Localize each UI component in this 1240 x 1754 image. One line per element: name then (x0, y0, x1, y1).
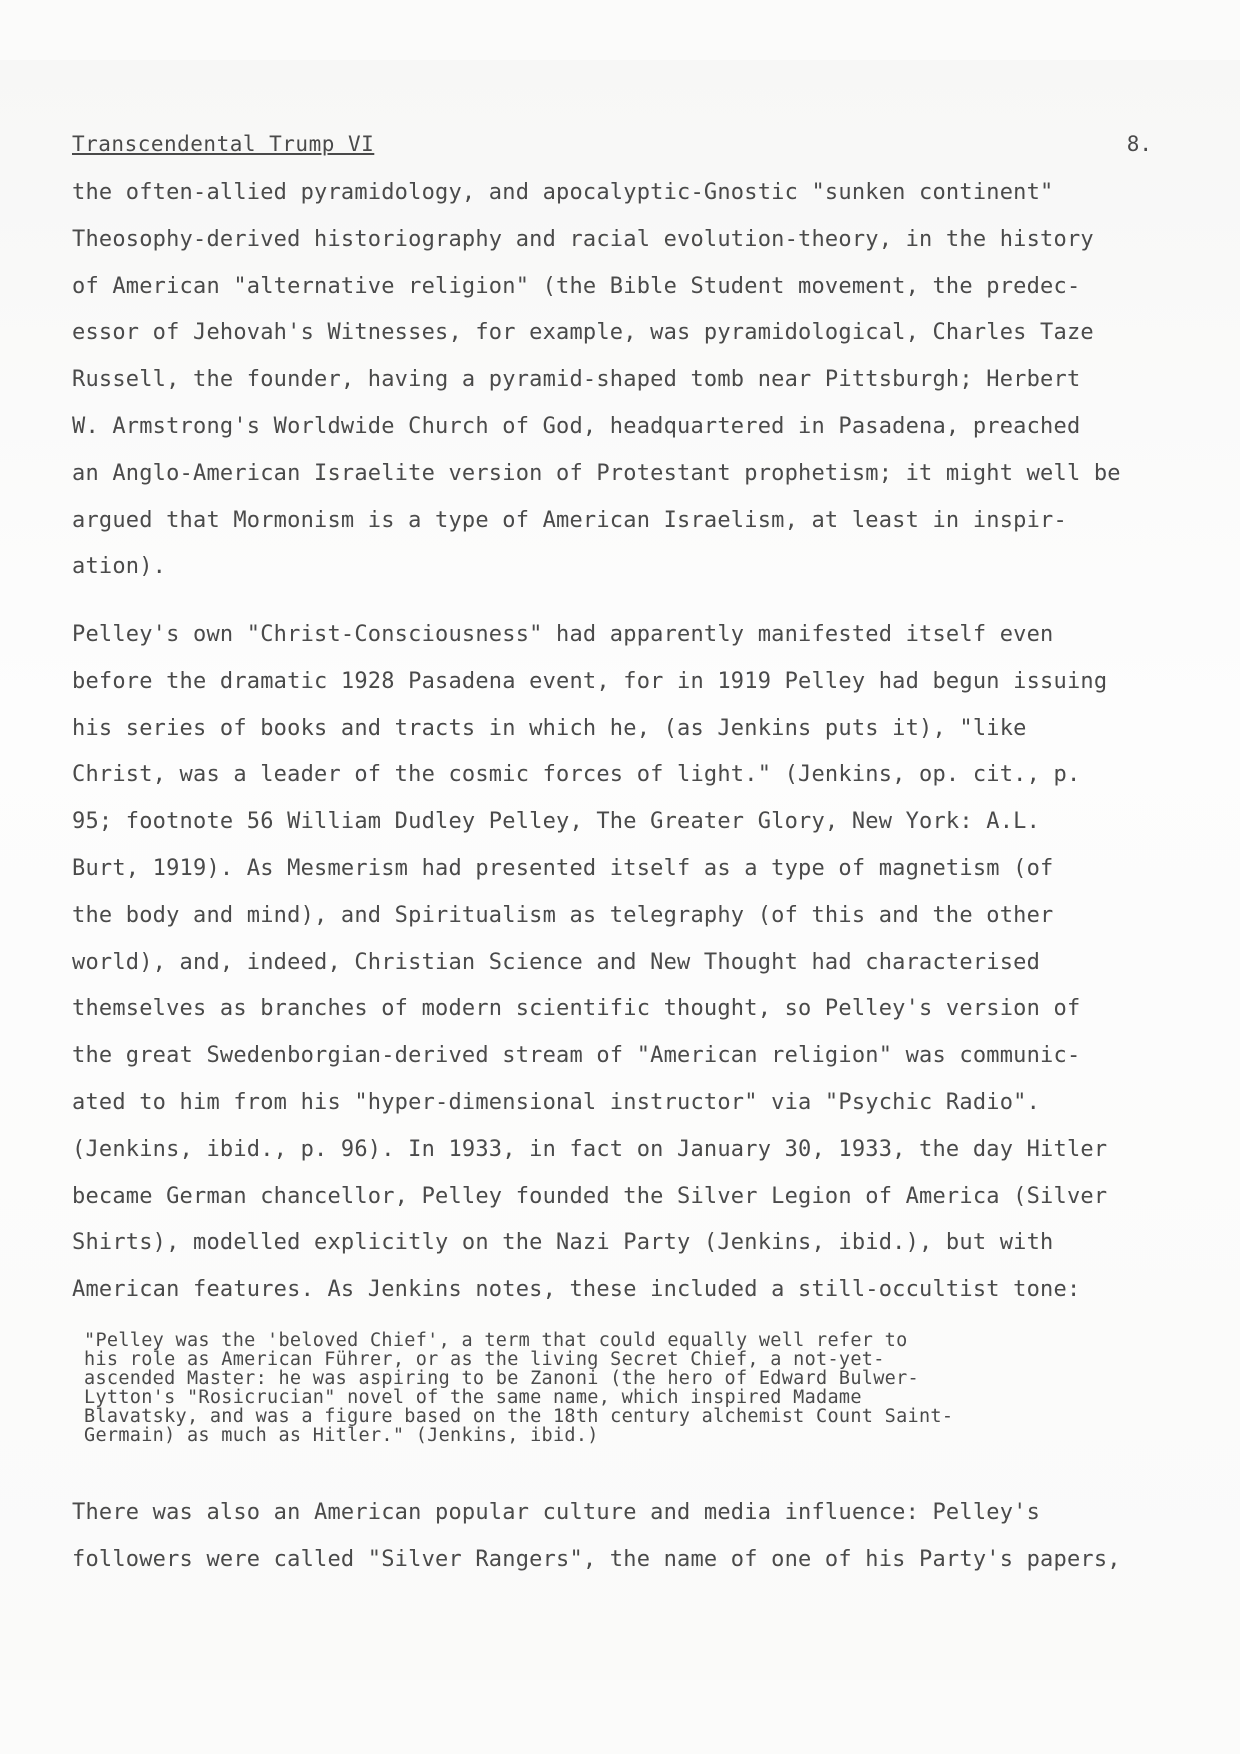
text-line: Burt, 1919). As Mesmerism had presented itself as a type of magnetism (of (72, 855, 1054, 881)
paragraph-3 (72, 1490, 1182, 1584)
running-title: Transcendental Trump VI (72, 132, 375, 156)
page-header (72, 132, 1152, 162)
text-line: ation). (72, 554, 167, 580)
text-line: Theosophy-derived historiography and racial evolution-theory, in the history (72, 226, 1094, 252)
page-number: 8. (1126, 132, 1152, 156)
text-line: became German chancellor, Pelley founded the Silver Legion of America (Silver (72, 1183, 1108, 1209)
text-line: followers were called "Silver Rangers", the name of one of his Party's papers, (72, 1546, 1121, 1572)
text-line: (Jenkins, ibid., p. 96). In 1933, in fact on January 30, 1933, the day Hitler (72, 1136, 1108, 1162)
quote-line: ascended Master: he was aspiring to be Zanoni (the hero of Edward Bulwer- (84, 1368, 919, 1389)
paragraph-2 (72, 612, 1182, 1314)
quote-line: "Pelley was the 'beloved Chief', a term that could equally well refer to (84, 1330, 908, 1351)
text-line: W. Armstrong's Worldwide Church of God, headquartered in Pasadena, preached (72, 413, 1081, 439)
quote-line: Blavatsky, and was a figure based on the 18th century alchemist Count Saint- (84, 1406, 954, 1427)
text-line: Pelley's own "Christ-Consciousness" had apparently manifested itself even (72, 622, 1054, 647)
text-line: world), and, indeed, Christian Science and New Thought had characterised (72, 949, 1041, 975)
text-line: 95; footnote 56 William Dudley Pelley, The Greater Glory, New York: A.L. (72, 809, 1041, 835)
text-line: the body and mind), and Spiritualism as telegraphy (of this and the other (72, 902, 1054, 928)
text-line: Russell, the founder, having a pyramid-shaped tomb near Pittsburgh; Herbert (72, 367, 1081, 393)
text-line: an Anglo-American Israelite version of Protestant prophetism; it might well be (72, 460, 1121, 486)
text-line: the great Swedenborgian-derived stream of "American religion" was communic- (72, 1043, 1081, 1069)
text-line: essor of Jehovah's Witnesses, for example, was pyramidological, Charles Taze (72, 320, 1094, 346)
text-line: Christ, was a leader of the cosmic forces of light." (Jenkins, op. cit., p. (72, 762, 1081, 788)
text-line: before the dramatic 1928 Pasadena event, for in 1919 Pelley had begun issuing (72, 668, 1108, 694)
text-line: the often-allied pyramidology, and apocalyptic-Gnostic "sunken continent" (72, 180, 1054, 205)
quote-line: Lytton's "Rosicrucian" novel of the same name, which inspired Madame (84, 1387, 862, 1408)
text-line: argued that Mormonism is a type of American Israelism, at least in inspir- (72, 507, 1067, 533)
text-line: Shirts), modelled explicitly on the Nazi Party (Jenkins, ibid.), but with (72, 1230, 1054, 1256)
text-line: American features. As Jenkins notes, these included a still-occultist tone: (72, 1277, 1081, 1303)
text-line: There was also an American popular culture and media influence: Pelley's (72, 1500, 1041, 1525)
quote-line: his role as American Führer, or as the living Secret Chief, a not-yet- (84, 1349, 885, 1370)
text-line: ated to him from his "hyper-dimensional instructor" via "Psychic Radio". (72, 1089, 1041, 1115)
text-line: his series of books and tracts in which he, (as Jenkins puts it), "like (72, 715, 1027, 741)
quote-line: Germain) as much as Hitler." (Jenkins, ibid.) (84, 1425, 599, 1446)
text-line: of American "alternative religion" (the Bible Student movement, the predec- (72, 273, 1081, 299)
block-quote (84, 1331, 1184, 1445)
paragraph-1 (72, 170, 1182, 591)
text-line: themselves as branches of modern scientific thought, so Pelley's version of (72, 996, 1081, 1022)
